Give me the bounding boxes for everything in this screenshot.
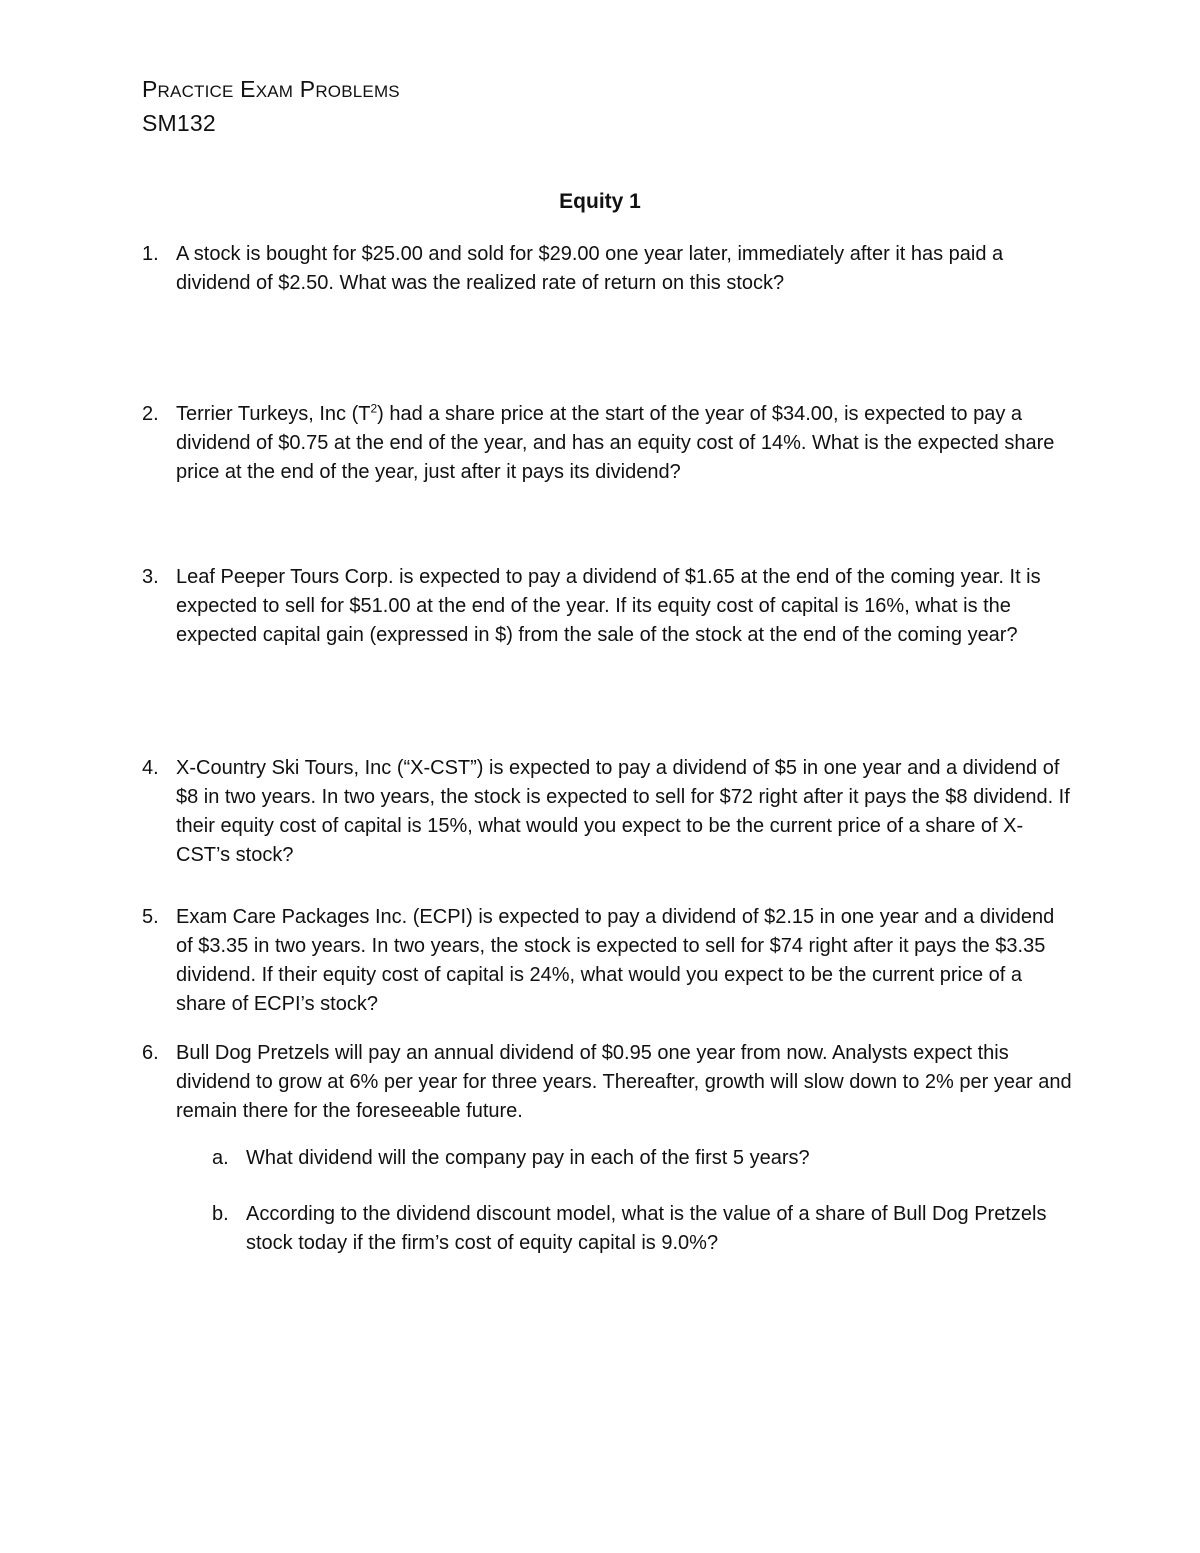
problem-number: 5. [142,906,159,928]
problem-item [142,754,1072,870]
subpart-letter: b. [212,1203,229,1225]
subpart-item [212,1144,1072,1173]
problem-number: 4. [142,757,159,779]
problem-number: 3. [142,566,159,588]
section-title: Equity 1 [559,190,641,213]
subpart-letter: a. [212,1147,229,1169]
problem-item [142,563,1072,650]
subpart-text: What dividend will the company pay in each of the first 5 years? [246,1147,810,1169]
problem-number: 1. [142,243,159,265]
problem-text: A stock is bought for $25.00 and sold for $29.00 one year later, immediately after it has paid a dividend of $2.50. What was the realized rate of return on this stock? [176,243,1004,294]
problem-text: Terrier Turkeys, Inc $(T^2)$ had a share price at the start of the year of $34.00, is expected to pay a dividend of $0.75 at the end of the year, and has an equity cost of 14%. What is the expected share price at the end of the year, just after it pays its dividend? [176,401,1055,483]
problem-text: Exam Care Packages Inc. (ECPI) is expected to pay a dividend of $2.15 in one year and a dividend of $3.35 in two years. In two years, the stock is expected to sell for $74 right after it pays the $3.35 dividend. If their equity cost of capital is 24%, what would you expect to be the current price of a share of ECPI’s stock? [176,906,1055,1015]
problem-number: 2. [142,403,159,425]
problem-text: X-Country Ski Tours, Inc (“X-CST”) is expected to pay a dividend of $5 in one year and a dividend of $8 in two years. In two years, the stock is expected to sell for $72 right after it pays the $8 dividend. If their equity cost of capital is 15%, what would you expect to be the current price of a share of X-CST’s stock? [176,757,1070,866]
superscript: 2 [370,401,378,416]
problem-item [142,240,1072,298]
problem-text: Bull Dog Pretzels will pay an annual dividend of $0.95 one year from now. Analysts expect this dividend to grow at 6% per year for three years. Thereafter, growth will slow down to 2% per year and remain there for the foreseeable future. [176,1042,1072,1122]
problem-number: 6. [142,1042,159,1064]
problem-item [142,903,1072,1019]
subpart-text: According to the dividend discount model, what is the value of a share of Bull Dog Pretzels stock today if the firm’s cost of equity capital is 9.0%? [246,1203,1047,1254]
course-code: SM132 [142,110,216,136]
problem-item [142,400,1072,487]
document-title: PRACTICE EXAM PROBLEMS [142,76,400,102]
subpart-item [212,1200,1072,1258]
problem-text: Leaf Peeper Tours Corp. is expected to pay a dividend of $1.65 at the end of the coming year. It is expected to sell for $51.00 at the end of the year. If its equity cost of capital is 16%, what is the expected capital gain (expressed in $) from the sale of the stock at the end of the coming year? [176,566,1041,646]
problem-item [142,1039,1072,1126]
